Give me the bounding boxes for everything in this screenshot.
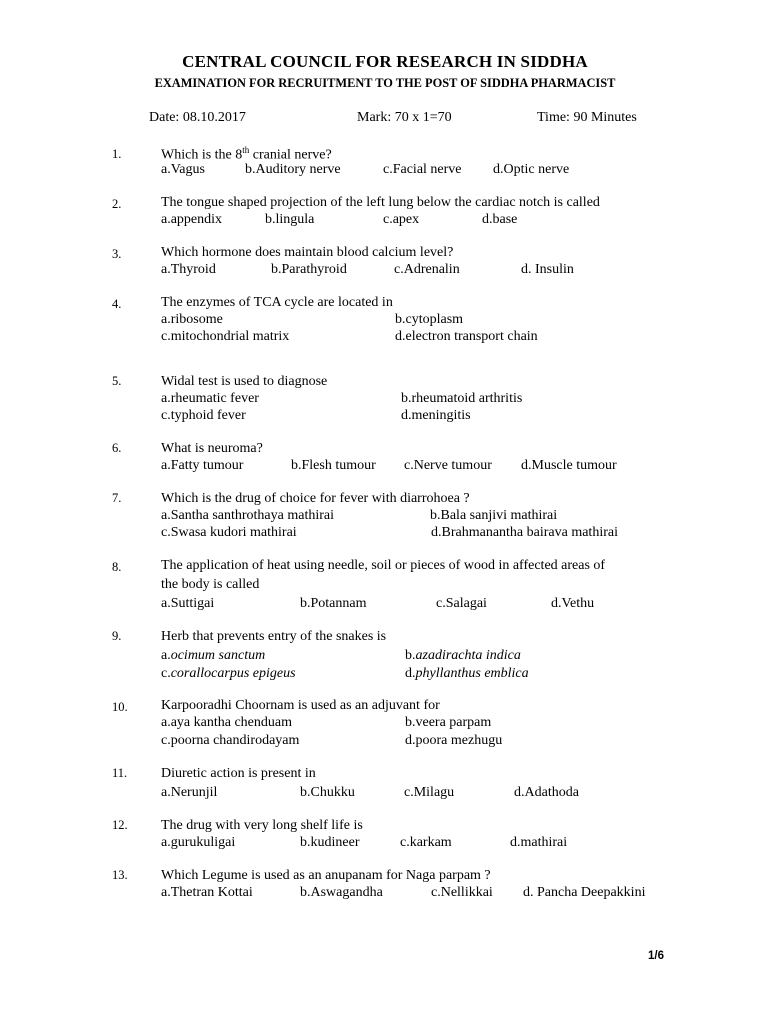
question-text: Diuretic action is present in	[161, 766, 316, 781]
question-number: 2.	[112, 197, 122, 211]
question-text: Which hormone does maintain blood calcium level?	[161, 245, 454, 260]
question-number: 12.	[112, 818, 128, 832]
option-c: c.apex	[383, 212, 420, 227]
option-c: c.karkam	[400, 835, 452, 850]
option-b: b.kudineer	[300, 835, 360, 850]
option-d: d.meningitis	[401, 408, 471, 423]
question-number: 1.	[112, 147, 122, 161]
question-number: 6.	[112, 441, 122, 455]
option-b: b.Parathyroid	[271, 262, 347, 277]
question-number: 7.	[112, 491, 122, 505]
option-a: a.aya kantha chenduam	[161, 715, 292, 730]
option-b: b.cytoplasm	[395, 312, 464, 327]
option-b: b.rheumatoid arthritis	[401, 391, 523, 406]
page-number: 1/6	[648, 950, 664, 962]
option-a: a.Suttigai	[161, 596, 215, 611]
option-d: d.phyllanthus emblica	[405, 666, 529, 681]
question-text: The drug with very long shelf life is	[161, 818, 363, 833]
option-d: d.Adathoda	[514, 785, 579, 800]
question-number: 13.	[112, 868, 128, 882]
option-b: b.Bala sanjivi mathirai	[430, 508, 558, 523]
question-text: Which is the 8th cranial nerve?	[161, 145, 332, 163]
exam-marks: Mark: 70 x 1=70	[357, 110, 452, 125]
option-b: b.veera parpam	[405, 715, 492, 730]
question-text: The application of heat using needle, soil or pieces of wood in affected areas of	[161, 558, 606, 573]
option-b: b.azadirachta indica	[405, 648, 521, 663]
option-c: c.Facial nerve	[383, 162, 462, 177]
option-c: c.typhoid fever	[161, 408, 246, 423]
option-c: c.Swasa kudori mathirai	[161, 525, 297, 540]
question-number: 5.	[112, 374, 122, 388]
question-text: Karpooradhi Choornam is used as an adjuvant for	[161, 698, 440, 713]
option-d: d.Optic nerve	[493, 162, 570, 177]
option-c: c.Nerve tumour	[404, 458, 492, 473]
question-number: 10.	[112, 700, 128, 714]
option-a: a.gurukuligai	[161, 835, 236, 850]
option-d: d. Insulin	[521, 262, 574, 277]
question-text: Herb that prevents entry of the snakes is	[161, 629, 387, 644]
option-b: b.Chukku	[300, 785, 355, 800]
question-text-continued: the body is called	[161, 577, 260, 592]
option-c: c.Adrenalin	[394, 262, 460, 277]
question-number: 9.	[112, 629, 122, 643]
question-text: Which is the drug of choice for fever with diarrohoea ?	[161, 491, 470, 506]
option-d: d. Pancha Deepakkini	[523, 885, 646, 900]
document-subtitle: EXAMINATION FOR RECRUITMENT TO THE POST OF SIDDHA PHARMACIST	[154, 76, 616, 90]
question-number: 3.	[112, 247, 122, 261]
option-b: b.lingula	[265, 212, 315, 227]
option-a: a.ocimum sanctum	[161, 648, 266, 663]
option-d: d.Muscle tumour	[521, 458, 617, 473]
option-a: a.Nerunjil	[161, 785, 218, 800]
option-a: a.Thyroid	[161, 262, 216, 277]
question-number: 4.	[112, 297, 122, 311]
question-text: What is neuroma?	[161, 441, 263, 456]
option-a: a.Santha santhrothaya mathirai	[161, 508, 334, 523]
question-number: 8.	[112, 560, 122, 574]
exam-date: Date: 08.10.2017	[149, 110, 246, 125]
option-b: b.Flesh tumour	[291, 458, 376, 473]
option-d: d.Vethu	[551, 596, 595, 611]
option-d: d.mathirai	[510, 835, 568, 850]
option-c: c.mitochondrial matrix	[161, 329, 290, 344]
question-text: The enzymes of TCA cycle are located in	[161, 295, 393, 310]
question-text: Widal test is used to diagnose	[161, 374, 328, 389]
option-b: b.Auditory nerve	[245, 162, 341, 177]
option-a: a.Vagus	[161, 162, 205, 177]
option-c: c.Salagai	[436, 596, 487, 611]
option-c: c.Nellikkai	[431, 885, 493, 900]
option-b: b.Aswagandha	[300, 885, 383, 900]
option-a: a.ribosome	[161, 312, 223, 327]
question-text: The tongue shaped projection of the left lung below the cardiac notch is called	[161, 195, 600, 210]
option-c: c.corallocarpus epigeus	[161, 666, 296, 681]
exam-time: Time: 90 Minutes	[537, 110, 637, 125]
option-d: d.electron transport chain	[395, 329, 538, 344]
option-d: d.poora mezhugu	[405, 733, 503, 748]
document-title: CENTRAL COUNCIL FOR RESEARCH IN SIDDHA	[182, 52, 588, 71]
option-d: d.Brahmanantha bairava mathirai	[431, 525, 618, 540]
option-a: a.appendix	[161, 212, 223, 227]
question-text: Which Legume is used as an anupanam for Naga parpam ?	[161, 868, 491, 883]
question-number: 11.	[112, 766, 128, 780]
option-d: d.base	[482, 212, 518, 227]
option-c: c.Milagu	[404, 785, 455, 800]
option-a: a.Fatty tumour	[161, 458, 244, 473]
option-a: a.rheumatic fever	[161, 391, 259, 406]
option-b: b.Potannam	[300, 596, 367, 611]
option-a: a.Thetran Kottai	[161, 885, 253, 900]
option-c: c.poorna chandirodayam	[161, 733, 300, 748]
